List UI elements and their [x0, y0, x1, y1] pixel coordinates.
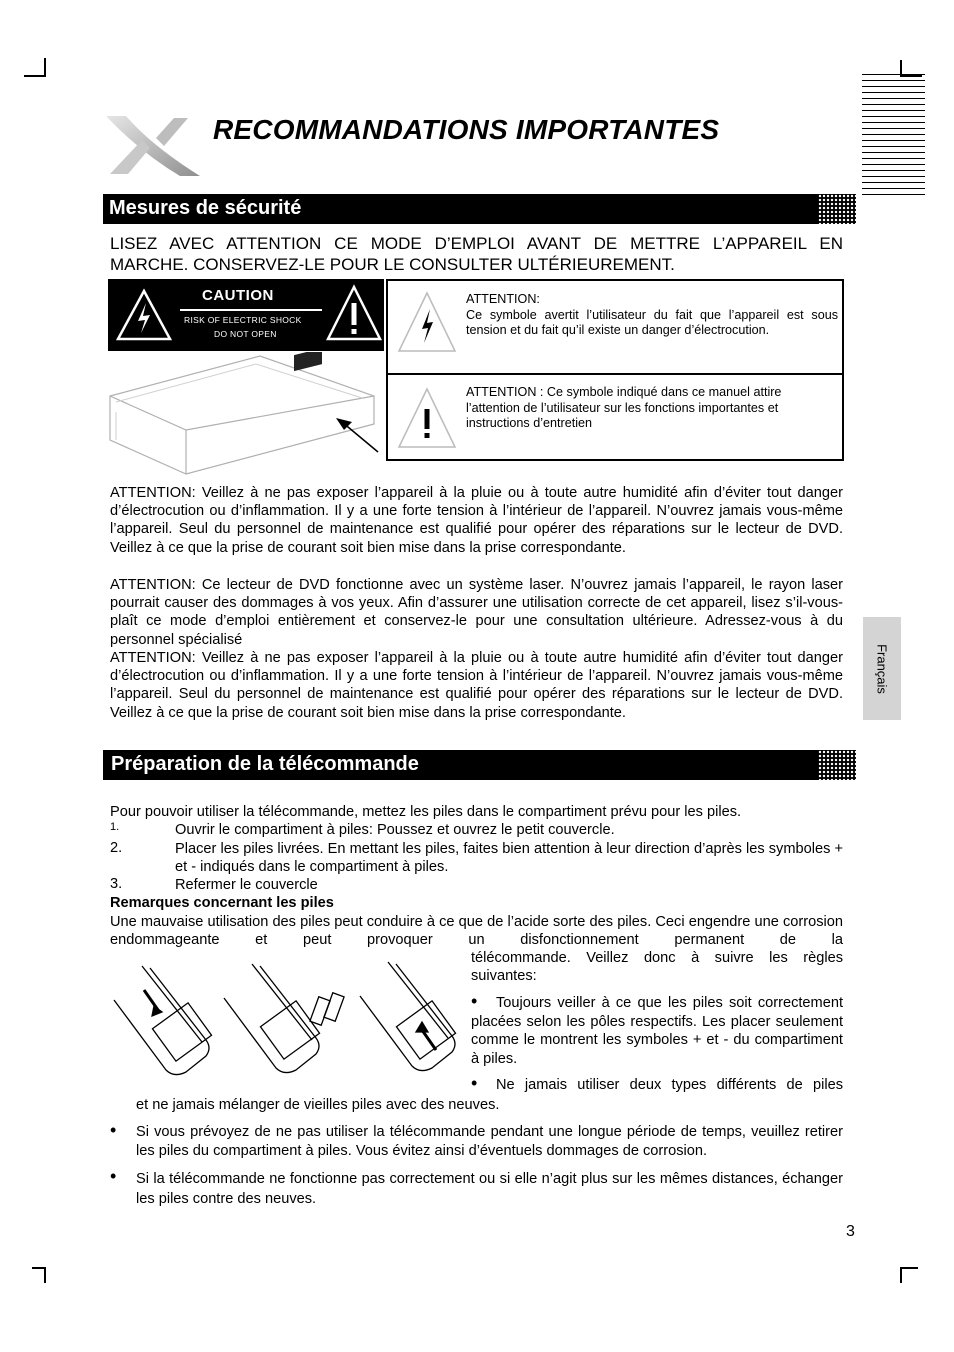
step-text: Refermer le couvercle [175, 877, 318, 893]
remote-intro: Pour pouvoir utiliser la télécommande, mettez les piles dans le compartiment prévu pour les piles. [110, 804, 742, 820]
crop-mark-bottom-right [900, 1267, 902, 1283]
warning-text-attention: ATTENTION : Ce symbole indiqué dans ce manuel attire l’attention de l’utilisateur sur les fonctions importantes et instructions d’entretien [466, 385, 782, 431]
brand-logo-icon [104, 112, 200, 178]
safety-paragraph-3: ATTENTION: Veillez à ne pas exposer l’appareil à la pluie ou à toute autre humidité afin d’éviter tout danger d’électrocution ou d’inflammation. Il y a une forte tension à l’intérieur de l’appareil. N’ouvrez jamais vous-même l’appareil. Seul du personnel de maintenance est qualifié pour opérer des réparations sur le lecteur de DVD. Veillez à ce que la prise de courant soit bien mise dans la prise correspondante. [110, 650, 843, 721]
section-heading: Préparation de la télécommande [111, 753, 419, 775]
dvd-player-illustration [106, 352, 384, 480]
battery-rule-4: Si la télécommande ne fonctionne pas correctement ou si elle n’agit plus sur les mêmes distances, échanger les piles contre des neuves. [136, 1171, 843, 1207]
section-header-safety [103, 194, 856, 224]
remarks-intro: Une mauvaise utilisation des piles peut conduire à ce que de l’acide sorte des piles. Ceci engendre une corrosion endommageante et peut provoquer un disfonctionnement permanent de la [110, 914, 843, 949]
battery-rule-3: Si vous prévoyez de ne pas utiliser la télécommande pendant une longue période de temps, veuillez retirer les piles du compartiment à piles. Vous évitez ainsi d’éventuels dommages de corrosion. [136, 1124, 843, 1159]
crop-mark-bottom-left [44, 1267, 46, 1283]
decorative-dots [818, 750, 856, 780]
warning-description: Ce symbole avertit l’utilisateur du fait que l’appareil est sous tension et du fait qu’il existe un danger d’électrocution. [466, 307, 838, 338]
safety-paragraph-1: ATTENTION: Veillez à ne pas exposer l’appareil à la pluie ou à toute autre humidité afin d’éviter tout danger d’électrocution ou d’inflammation. Il y a une forte tension à l’intérieur de l’appareil. N’ouvrez jamais vous-même l’appareil. Seul du personnel de maintenance est qualifié pour opérer des réparations sur le lecteur de DVD. Veillez à ce que la prise de courant soit bien mise dans la prise correspondante. [110, 485, 843, 556]
caution-title: CAUTION [202, 287, 274, 304]
shock-warning-icon [116, 287, 172, 343]
step-text: Placer les piles livrées. En mettant les piles, faites bien attention à leur direction d’après les symboles + et - indiqués dans le compartiment à piles. [175, 841, 843, 876]
warning-text-shock [466, 292, 838, 339]
safety-paragraph-2: ATTENTION: Ce lecteur de DVD fonctionne avec un système laser. N’ouvrez jamais l’appareil, le rayon laser pourrait causer des dommages à vos yeux. Afin d’assurer une utilisation correcte de cet appareil, lisez s’il-vous-plaît ce mode d’emploi entièrement et conservez-le pour une consultation ultérieure. Adressez-vous à du personnel spécialisé [110, 577, 843, 648]
battery-rule-2: Ne jamais utiliser deux types différents de piles [496, 1077, 843, 1093]
step-number: 3. [110, 876, 123, 892]
crop-mark-top-left [24, 75, 46, 77]
remarks-heading: Remarques concernant les piles [110, 895, 334, 911]
caution-label-box [108, 279, 384, 351]
step-number: 2. [110, 840, 123, 856]
warning-title: ATTENTION: [466, 292, 540, 306]
warning-row-shock [388, 281, 842, 375]
page-title: RECOMMANDATIONS IMPORTANTES [213, 114, 720, 145]
language-tab-label: Français [874, 643, 890, 694]
caution-divider [180, 309, 322, 311]
caution-line-2: DO NOT OPEN [214, 329, 277, 339]
exclamation-warning-icon [396, 385, 458, 451]
remarks-intro-continued: télécommande. Veillez donc à suivre les règles suivantes: [471, 950, 843, 985]
intro-paragraph: LISEZ AVEC ATTENTION CE MODE D’EMPLOI AVANT DE METTRE L’APPAREIL EN MARCHE. CONSERVEZ-LE POUR LE CONSULTER ULTÉRIEUREMENT. [110, 234, 843, 274]
battery-insertion-illustration [106, 960, 470, 1078]
caution-line-1: RISK OF ELECTRIC SHOCK [184, 315, 302, 325]
step-text: Ouvrir le compartiment à piles: Poussez et ouvrez le petit couvercle. [175, 822, 615, 838]
language-tab [863, 617, 901, 720]
section-heading: Mesures de sécurité [109, 197, 302, 219]
battery-rule-1: Toujours veiller à ce que les piles soit correctement placées selon les pôles respectifs. Les placer seulement comme le montrent les symboles + et - du compartiment à piles. [471, 995, 843, 1067]
decorative-dots [818, 194, 856, 224]
bullet-dot: • [110, 1120, 117, 1140]
step-number: 1. [110, 821, 120, 833]
page-number: 3 [846, 1223, 855, 1240]
battery-rule-2-continued: et ne jamais mélanger de vieilles piles avec des neuves. [136, 1097, 500, 1113]
crop-mark-bottom-right [900, 1267, 918, 1269]
bullet-dot: • [471, 991, 478, 1011]
shock-warning-icon [396, 289, 458, 355]
warning-row-attention [388, 375, 842, 459]
section-header-remote [103, 750, 856, 780]
bullet-dot: • [110, 1166, 117, 1186]
decorative-stripes [862, 74, 925, 200]
bullet-dot: • [471, 1073, 478, 1093]
attention-warning-icon [326, 283, 382, 343]
warning-symbols-table [386, 279, 844, 461]
